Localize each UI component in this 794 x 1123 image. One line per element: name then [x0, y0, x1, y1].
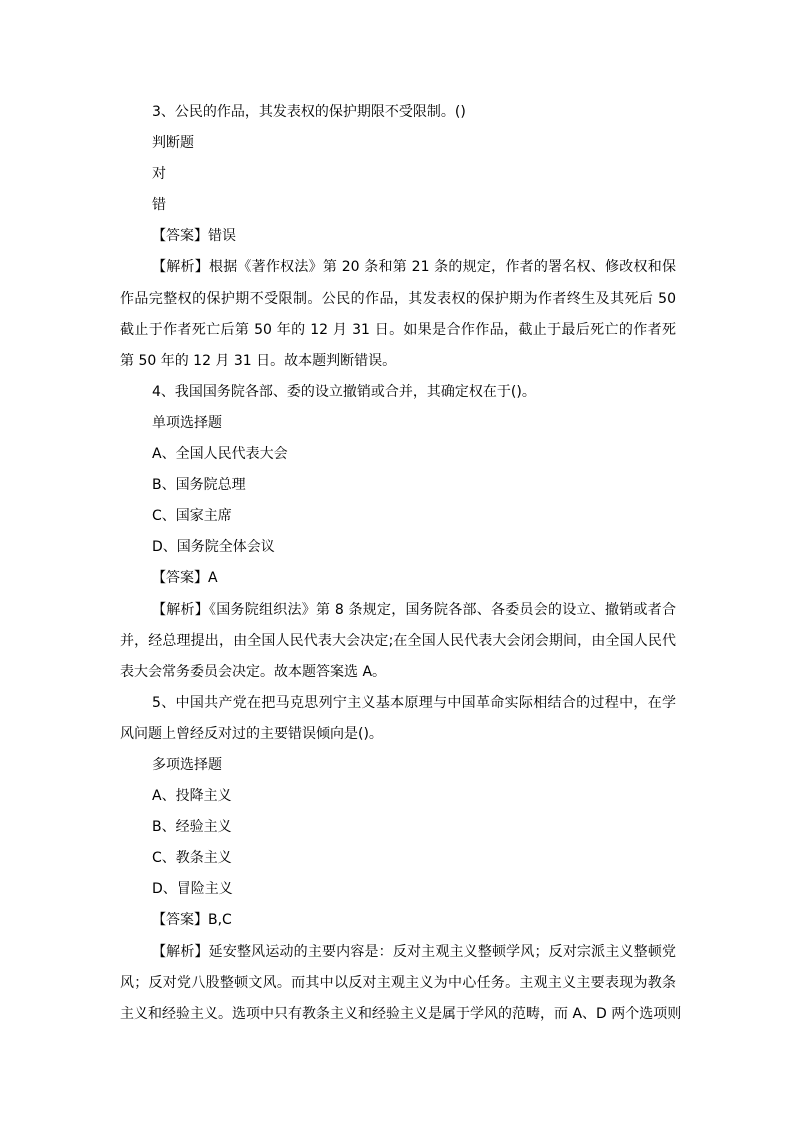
option-line: D、冒险主义 [152, 881, 233, 898]
option-block [120, 470, 676, 501]
question-line: 风问题上曾经反对过的主要错误倾向是()。 [120, 725, 383, 742]
qtype-block [120, 750, 676, 781]
option-block [120, 781, 676, 812]
option-line: 错 [152, 197, 166, 214]
document-page [120, 97, 682, 1030]
option-block [120, 439, 676, 470]
option-block [120, 843, 676, 874]
option-block [120, 501, 676, 532]
analysis-line: 作品完整权的保护期不受限制。公民的作品，其发表权的保护期为作者终生及其死后 50 [120, 290, 676, 307]
option-line: D、国务院全体会议 [152, 539, 275, 556]
qtype-line: 单项选择题 [152, 414, 222, 431]
analysis-line: 【解析】《国务院组织法》第 8 条规定，国务院各部、各委员会的设立、撤销或者合 [152, 601, 676, 618]
option-line: A、投降主义 [152, 788, 232, 805]
option-block [120, 532, 676, 563]
option-block [120, 874, 676, 905]
analysis-line: 主义和经验主义。选项中只有教条主义和经验主义是属于学风的范畴，而 A、D 两个选项则 [120, 1005, 682, 1022]
option-line: B、经验主义 [152, 819, 232, 836]
question-line: 3、公民的作品，其发表权的保护期限不受限制。() [152, 104, 466, 120]
qtype-line: 判断题 [152, 135, 194, 152]
analysis-line: 【解析】根据《著作权法》第 20 条和第 21 条的规定，作者的署名权、修改权和保 [152, 259, 676, 276]
question-block [120, 377, 676, 408]
option-line: A、全国人民代表大会 [152, 446, 288, 463]
analysis-line: 截止于作者死亡后第 50 年的 12 月 31 日。如果是合作作品，截止于最后死亡的作者死 [120, 321, 676, 338]
option-block [120, 812, 676, 843]
answer-line: 【答案】A [152, 570, 218, 587]
question-line: 4、我国国务院各部、委的设立撤销或合并，其确定权在于()。 [152, 383, 536, 400]
option-line: B、国务院总理 [152, 477, 246, 494]
answer-block [120, 563, 676, 594]
option-block [120, 159, 676, 190]
option-line: C、国家主席 [152, 508, 232, 525]
answer-line: 【答案】错误 [152, 228, 236, 245]
question-block [120, 97, 676, 128]
analysis-line: 并，经总理提出，由全国人民代表大会决定;在全国人民代表大会闭会期间，由全国人民代 [120, 632, 676, 649]
answer-block [120, 221, 676, 252]
analysis-block [120, 937, 682, 1030]
question-block [120, 688, 676, 750]
analysis-block [120, 595, 676, 688]
answer-block [120, 905, 676, 936]
analysis-block [120, 252, 676, 376]
analysis-line: 风；反对党八股整顿文风。而其中以反对主观主义为中心任务。主观主义主要表现为教条 [120, 974, 676, 991]
option-line: C、教条主义 [152, 850, 232, 867]
analysis-line: 第 50 年的 12 月 31 日。故本题判断错误。 [120, 352, 397, 369]
qtype-block [120, 408, 676, 439]
answer-line: 【答案】B,C [152, 912, 232, 929]
option-line: 对 [152, 166, 166, 183]
option-block [120, 190, 676, 221]
qtype-block [120, 128, 676, 159]
question-line: 5、中国共产党在把马克思列宁主义基本原理与中国革命实际相结合的过程中，在学 [152, 694, 676, 711]
analysis-line: 表大会常务委员会决定。故本题答案选 A。 [120, 663, 387, 680]
qtype-line: 多项选择题 [152, 756, 222, 773]
analysis-line: 【解析】延安整风运动的主要内容是：反对主观主义整顿学风；反对宗派主义整顿党 [152, 943, 676, 960]
